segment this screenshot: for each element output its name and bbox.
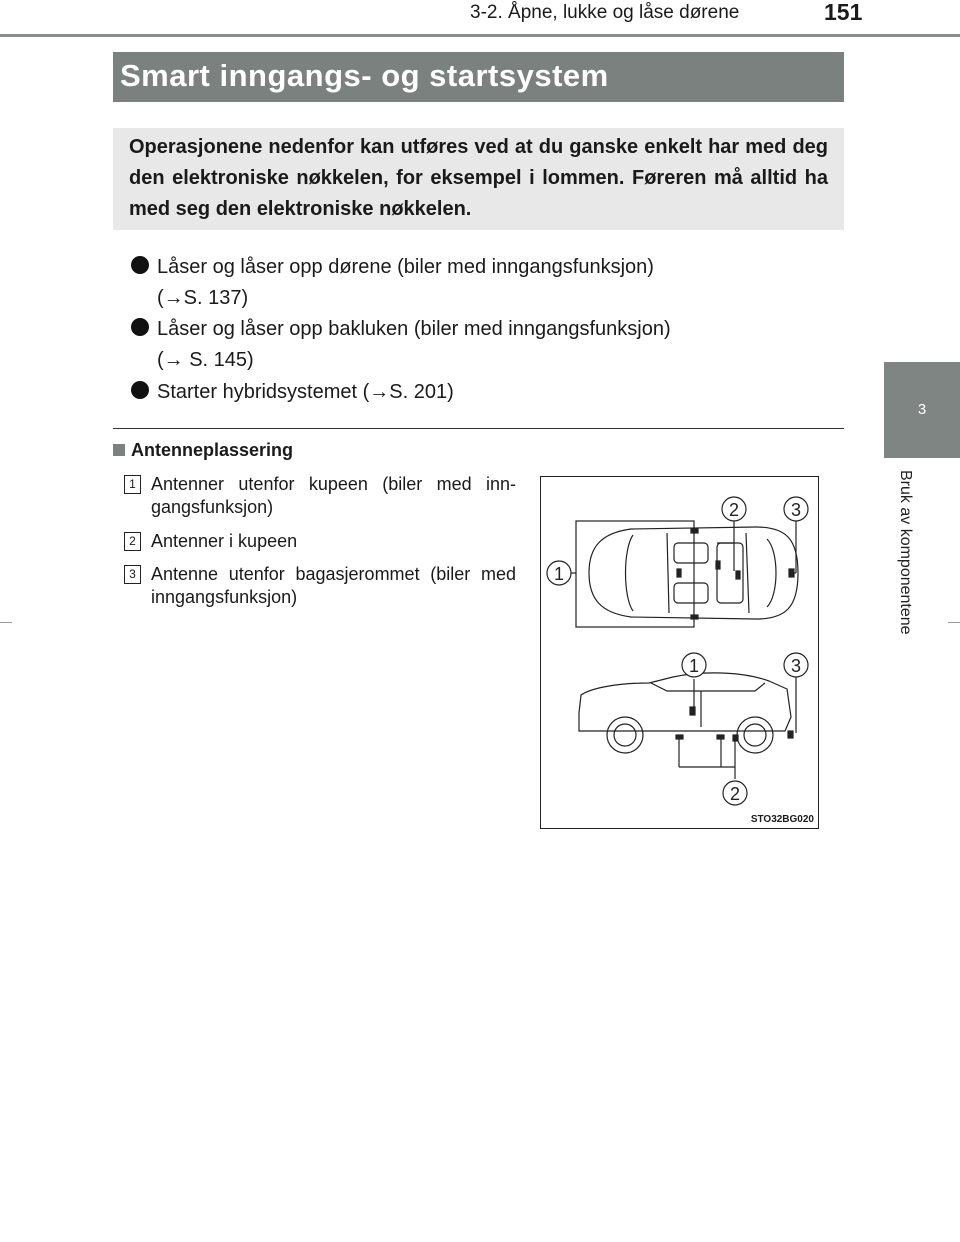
antenna-location-figure bbox=[540, 476, 819, 829]
bullet-item bbox=[131, 252, 654, 309]
callout-label: 2 bbox=[728, 500, 740, 520]
bullet-dot-icon bbox=[131, 381, 149, 399]
intro-box: Operasjonene nedenfor kan utføres ved at du ganske enkelt har med deg den elektroniske nøkkelen, for eksempel i lommen. Føreren må alltid ha med seg den elektroniske nøkkelen. bbox=[113, 128, 844, 230]
bullet-reference: (→ S. 145) bbox=[157, 349, 254, 371]
square-marker-icon bbox=[113, 444, 125, 456]
car-side-outline bbox=[579, 673, 791, 731]
list-item bbox=[124, 530, 516, 553]
item-number-badge: 2 bbox=[124, 532, 141, 551]
callout-label: 2 bbox=[729, 784, 741, 804]
chapter-tab: 3 bbox=[884, 362, 960, 458]
chapter-tab-label: Bruk av komponentene bbox=[897, 470, 914, 635]
page-title: Smart inngangs- og startsystem bbox=[113, 52, 844, 102]
bullet-item bbox=[131, 377, 454, 408]
list-item bbox=[124, 563, 516, 609]
section-divider bbox=[113, 428, 844, 429]
bullet-text: Starter hybridsystemet (→S. 201) bbox=[157, 381, 454, 403]
callout-label: 1 bbox=[553, 564, 565, 584]
section-heading-text: Antenneplassering bbox=[131, 440, 294, 460]
item-text: Antenne utenfor bagasjerommet (biler med inngangsfunksjon) bbox=[151, 564, 516, 607]
page-number: 151 bbox=[824, 0, 863, 25]
crop-mark-left bbox=[0, 622, 12, 623]
bullet-text: Låser og låser opp bakluken (biler med inngangsfunksjon) bbox=[157, 318, 671, 340]
item-number-badge: 3 bbox=[124, 565, 141, 584]
list-item bbox=[124, 473, 516, 519]
bullet-text: Låser og låser opp dørene (biler med inngangsfunksjon) bbox=[157, 256, 654, 278]
header-rule bbox=[0, 34, 960, 37]
item-text: Antenner utenfor kupeen (biler med inn-gangsfunksjon) bbox=[151, 474, 516, 517]
item-text: Antenner i kupeen bbox=[151, 531, 298, 551]
bullet-item bbox=[131, 314, 671, 371]
running-header-chapter: 3-2. Åpne, lukke og låse dørene bbox=[470, 2, 740, 23]
bullet-dot-icon bbox=[131, 256, 149, 274]
top-view-bracket bbox=[576, 521, 694, 627]
section-heading bbox=[113, 440, 293, 461]
item-number-badge: 1 bbox=[124, 475, 141, 494]
figure-code: STO32BG020 bbox=[750, 814, 814, 825]
car-diagram-illustration bbox=[541, 477, 818, 828]
crop-mark-right bbox=[948, 622, 960, 623]
callout-label: 3 bbox=[790, 656, 802, 676]
bullet-reference: (→S. 137) bbox=[157, 287, 249, 309]
callout-label: 3 bbox=[790, 500, 802, 520]
callout-label: 1 bbox=[688, 656, 700, 676]
bullet-dot-icon bbox=[131, 318, 149, 336]
